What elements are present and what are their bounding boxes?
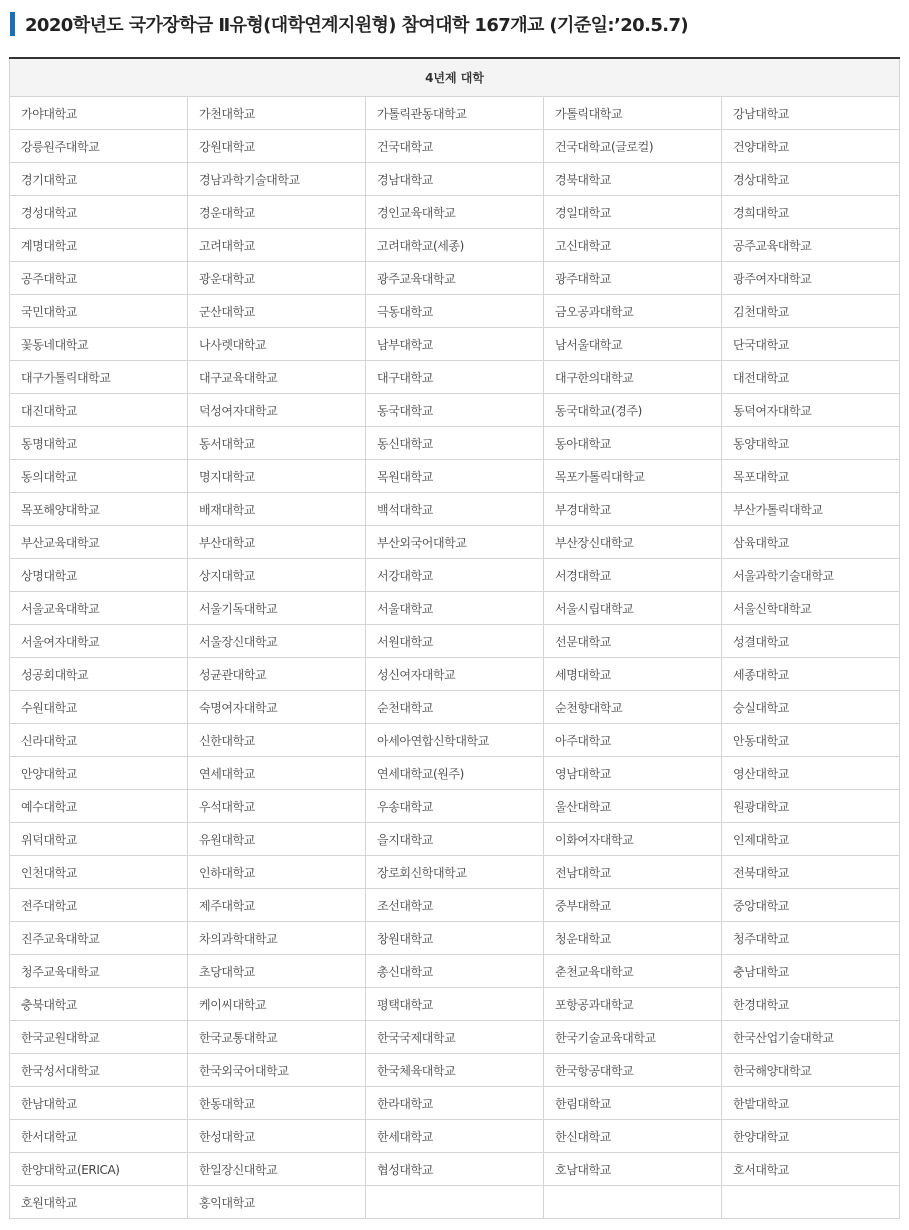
table-header-category: 4년제 대학 bbox=[10, 58, 900, 97]
table-row bbox=[10, 262, 900, 295]
university-cell: 동국대학교(경주) bbox=[544, 394, 722, 427]
university-cell: 성신여자대학교 bbox=[366, 658, 544, 691]
university-cell: 경성대학교 bbox=[10, 196, 188, 229]
table-row bbox=[10, 394, 900, 427]
university-cell: 한국산업기술대학교 bbox=[722, 1021, 900, 1054]
university-cell: 아주대학교 bbox=[544, 724, 722, 757]
university-cell: 서울여자대학교 bbox=[10, 625, 188, 658]
university-cell: 한남대학교 bbox=[10, 1087, 188, 1120]
university-cell: 선문대학교 bbox=[544, 625, 722, 658]
university-cell: 한성대학교 bbox=[188, 1120, 366, 1153]
university-cell: 가야대학교 bbox=[10, 97, 188, 130]
university-cell: 춘천교육대학교 bbox=[544, 955, 722, 988]
university-cell: 가톨릭대학교 bbox=[544, 97, 722, 130]
university-cell: 서울과학기술대학교 bbox=[722, 559, 900, 592]
university-cell: 상지대학교 bbox=[188, 559, 366, 592]
university-cell: 고려대학교 bbox=[188, 229, 366, 262]
university-cell: 한세대학교 bbox=[366, 1120, 544, 1153]
table-row bbox=[10, 361, 900, 394]
table-row bbox=[10, 856, 900, 889]
page-title-block bbox=[10, 11, 688, 37]
university-cell: 부경대학교 bbox=[544, 493, 722, 526]
empty-cell bbox=[722, 1186, 900, 1219]
university-cell: 덕성여자대학교 bbox=[188, 394, 366, 427]
university-cell: 호원대학교 bbox=[10, 1186, 188, 1219]
university-cell: 포항공과대학교 bbox=[544, 988, 722, 1021]
university-cell: 우석대학교 bbox=[188, 790, 366, 823]
university-cell: 한일장신대학교 bbox=[188, 1153, 366, 1186]
table-row bbox=[10, 196, 900, 229]
table-row bbox=[10, 658, 900, 691]
university-cell: 한국기술교육대학교 bbox=[544, 1021, 722, 1054]
university-cell: 대구교육대학교 bbox=[188, 361, 366, 394]
university-cell: 한라대학교 bbox=[366, 1087, 544, 1120]
university-cell: 동신대학교 bbox=[366, 427, 544, 460]
university-cell: 협성대학교 bbox=[366, 1153, 544, 1186]
university-cell: 한림대학교 bbox=[544, 1087, 722, 1120]
university-cell: 남서울대학교 bbox=[544, 328, 722, 361]
university-cell: 초당대학교 bbox=[188, 955, 366, 988]
university-cell: 나사렛대학교 bbox=[188, 328, 366, 361]
university-cell: 공주대학교 bbox=[10, 262, 188, 295]
university-cell: 숭실대학교 bbox=[722, 691, 900, 724]
university-cell: 동의대학교 bbox=[10, 460, 188, 493]
table-row bbox=[10, 889, 900, 922]
table-row bbox=[10, 97, 900, 130]
table-row bbox=[10, 790, 900, 823]
university-cell: 건양대학교 bbox=[722, 130, 900, 163]
university-cell: 예수대학교 bbox=[10, 790, 188, 823]
university-cell: 충남대학교 bbox=[722, 955, 900, 988]
university-cell: 꽃동네대학교 bbox=[10, 328, 188, 361]
university-cell: 동국대학교 bbox=[366, 394, 544, 427]
table-row bbox=[10, 757, 900, 790]
university-cell: 경상대학교 bbox=[722, 163, 900, 196]
university-cell: 목포가톨릭대학교 bbox=[544, 460, 722, 493]
university-cell: 장로회신학대학교 bbox=[366, 856, 544, 889]
table-row bbox=[10, 163, 900, 196]
table-row bbox=[10, 526, 900, 559]
university-cell: 부산장신대학교 bbox=[544, 526, 722, 559]
university-cell: 광주여자대학교 bbox=[722, 262, 900, 295]
university-cell: 청운대학교 bbox=[544, 922, 722, 955]
university-cell: 한국외국어대학교 bbox=[188, 1054, 366, 1087]
university-cell: 동양대학교 bbox=[722, 427, 900, 460]
university-cell: 제주대학교 bbox=[188, 889, 366, 922]
university-cell: 건국대학교 bbox=[366, 130, 544, 163]
table-row bbox=[10, 559, 900, 592]
university-cell: 고려대학교(세종) bbox=[366, 229, 544, 262]
university-cell: 중앙대학교 bbox=[722, 889, 900, 922]
university-cell: 인천대학교 bbox=[10, 856, 188, 889]
university-cell: 명지대학교 bbox=[188, 460, 366, 493]
table-row bbox=[10, 328, 900, 361]
university-cell: 한국항공대학교 bbox=[544, 1054, 722, 1087]
university-cell: 강릉원주대학교 bbox=[10, 130, 188, 163]
university-cell: 세종대학교 bbox=[722, 658, 900, 691]
university-cell: 동서대학교 bbox=[188, 427, 366, 460]
university-cell: 영산대학교 bbox=[722, 757, 900, 790]
university-cell: 경북대학교 bbox=[544, 163, 722, 196]
title-accent-bar bbox=[10, 12, 15, 36]
university-cell: 원광대학교 bbox=[722, 790, 900, 823]
university-cell: 한국국제대학교 bbox=[366, 1021, 544, 1054]
university-cell: 청주교육대학교 bbox=[10, 955, 188, 988]
university-cell: 한국교통대학교 bbox=[188, 1021, 366, 1054]
university-cell: 계명대학교 bbox=[10, 229, 188, 262]
university-cell: 경일대학교 bbox=[544, 196, 722, 229]
university-cell: 목원대학교 bbox=[366, 460, 544, 493]
university-cell: 김천대학교 bbox=[722, 295, 900, 328]
university-cell: 백석대학교 bbox=[366, 493, 544, 526]
table-row bbox=[10, 691, 900, 724]
table-row bbox=[10, 1021, 900, 1054]
university-cell: 청주대학교 bbox=[722, 922, 900, 955]
university-cell: 한경대학교 bbox=[722, 988, 900, 1021]
university-cell: 안동대학교 bbox=[722, 724, 900, 757]
university-cell: 서울시립대학교 bbox=[544, 592, 722, 625]
university-cell: 조선대학교 bbox=[366, 889, 544, 922]
university-cell: 대구한의대학교 bbox=[544, 361, 722, 394]
university-cell: 인제대학교 bbox=[722, 823, 900, 856]
university-cell: 이화여자대학교 bbox=[544, 823, 722, 856]
table-row bbox=[10, 955, 900, 988]
university-cell: 진주교육대학교 bbox=[10, 922, 188, 955]
university-cell: 서원대학교 bbox=[366, 625, 544, 658]
university-cell: 건국대학교(글로컬) bbox=[544, 130, 722, 163]
university-cell: 인하대학교 bbox=[188, 856, 366, 889]
university-cell: 삼육대학교 bbox=[722, 526, 900, 559]
university-cell: 동아대학교 bbox=[544, 427, 722, 460]
university-cell: 서울교육대학교 bbox=[10, 592, 188, 625]
table-row bbox=[10, 229, 900, 262]
page-title: 2020학년도 국가장학금 Ⅱ유형(대학연계지원형) 참여대학 167개교 (기준일:’20.5.7) bbox=[25, 15, 689, 36]
university-cell: 대구가톨릭대학교 bbox=[10, 361, 188, 394]
university-cell: 경희대학교 bbox=[722, 196, 900, 229]
university-cell: 국민대학교 bbox=[10, 295, 188, 328]
table-row bbox=[10, 130, 900, 163]
university-cell: 배재대학교 bbox=[188, 493, 366, 526]
university-cell: 한서대학교 bbox=[10, 1120, 188, 1153]
university-table-wrapper bbox=[9, 57, 899, 1219]
university-cell: 경운대학교 bbox=[188, 196, 366, 229]
university-cell: 서경대학교 bbox=[544, 559, 722, 592]
university-cell: 한밭대학교 bbox=[722, 1087, 900, 1120]
university-cell: 아세아연합신학대학교 bbox=[366, 724, 544, 757]
university-cell: 광주교육대학교 bbox=[366, 262, 544, 295]
university-cell: 목포대학교 bbox=[722, 460, 900, 493]
table-row bbox=[10, 427, 900, 460]
university-cell: 울산대학교 bbox=[544, 790, 722, 823]
university-cell: 호남대학교 bbox=[544, 1153, 722, 1186]
university-cell: 영남대학교 bbox=[544, 757, 722, 790]
university-cell: 광주대학교 bbox=[544, 262, 722, 295]
university-cell: 상명대학교 bbox=[10, 559, 188, 592]
university-cell: 한국성서대학교 bbox=[10, 1054, 188, 1087]
university-table bbox=[9, 57, 900, 1219]
university-cell: 경남과학기술대학교 bbox=[188, 163, 366, 196]
university-cell: 순천향대학교 bbox=[544, 691, 722, 724]
university-cell: 공주교육대학교 bbox=[722, 229, 900, 262]
table-row bbox=[10, 922, 900, 955]
table-row bbox=[10, 988, 900, 1021]
university-cell: 남부대학교 bbox=[366, 328, 544, 361]
university-cell: 한동대학교 bbox=[188, 1087, 366, 1120]
university-cell: 순천대학교 bbox=[366, 691, 544, 724]
university-cell: 한국교원대학교 bbox=[10, 1021, 188, 1054]
university-cell: 유원대학교 bbox=[188, 823, 366, 856]
table-row bbox=[10, 1186, 900, 1219]
university-cell: 우송대학교 bbox=[366, 790, 544, 823]
university-cell: 세명대학교 bbox=[544, 658, 722, 691]
university-cell: 경남대학교 bbox=[366, 163, 544, 196]
university-cell: 전남대학교 bbox=[544, 856, 722, 889]
university-cell: 서울대학교 bbox=[366, 592, 544, 625]
university-cell: 대전대학교 bbox=[722, 361, 900, 394]
university-cell: 한양대학교 bbox=[722, 1120, 900, 1153]
university-cell: 서울기독대학교 bbox=[188, 592, 366, 625]
university-cell: 전북대학교 bbox=[722, 856, 900, 889]
university-cell: 부산대학교 bbox=[188, 526, 366, 559]
university-cell: 부산가톨릭대학교 bbox=[722, 493, 900, 526]
university-cell: 군산대학교 bbox=[188, 295, 366, 328]
table-row bbox=[10, 1153, 900, 1186]
university-cell: 신라대학교 bbox=[10, 724, 188, 757]
university-cell: 단국대학교 bbox=[722, 328, 900, 361]
university-cell: 성공회대학교 bbox=[10, 658, 188, 691]
table-row bbox=[10, 493, 900, 526]
university-cell: 동덕여자대학교 bbox=[722, 394, 900, 427]
table-row bbox=[10, 1120, 900, 1153]
table-row bbox=[10, 823, 900, 856]
university-cell: 가천대학교 bbox=[188, 97, 366, 130]
university-cell: 경기대학교 bbox=[10, 163, 188, 196]
university-cell: 충북대학교 bbox=[10, 988, 188, 1021]
university-table-body bbox=[10, 97, 900, 1219]
university-cell: 호서대학교 bbox=[722, 1153, 900, 1186]
university-cell: 대구대학교 bbox=[366, 361, 544, 394]
university-cell: 창원대학교 bbox=[366, 922, 544, 955]
university-cell: 중부대학교 bbox=[544, 889, 722, 922]
table-row bbox=[10, 1054, 900, 1087]
university-cell: 동명대학교 bbox=[10, 427, 188, 460]
university-cell: 금오공과대학교 bbox=[544, 295, 722, 328]
university-cell: 강원대학교 bbox=[188, 130, 366, 163]
university-cell: 숙명여자대학교 bbox=[188, 691, 366, 724]
university-cell: 연세대학교 bbox=[188, 757, 366, 790]
university-cell: 평택대학교 bbox=[366, 988, 544, 1021]
university-cell: 위덕대학교 bbox=[10, 823, 188, 856]
university-cell: 광운대학교 bbox=[188, 262, 366, 295]
table-row bbox=[10, 295, 900, 328]
university-cell: 가톨릭관동대학교 bbox=[366, 97, 544, 130]
university-cell: 극동대학교 bbox=[366, 295, 544, 328]
empty-cell bbox=[544, 1186, 722, 1219]
university-cell: 서강대학교 bbox=[366, 559, 544, 592]
table-row bbox=[10, 592, 900, 625]
university-cell: 한국해양대학교 bbox=[722, 1054, 900, 1087]
university-cell: 고신대학교 bbox=[544, 229, 722, 262]
university-cell: 목포해양대학교 bbox=[10, 493, 188, 526]
university-cell: 을지대학교 bbox=[366, 823, 544, 856]
university-cell: 전주대학교 bbox=[10, 889, 188, 922]
university-cell: 안양대학교 bbox=[10, 757, 188, 790]
university-cell: 총신대학교 bbox=[366, 955, 544, 988]
university-cell: 부산교육대학교 bbox=[10, 526, 188, 559]
university-cell: 홍익대학교 bbox=[188, 1186, 366, 1219]
table-row bbox=[10, 724, 900, 757]
university-cell: 서울장신대학교 bbox=[188, 625, 366, 658]
university-cell: 신한대학교 bbox=[188, 724, 366, 757]
table-row bbox=[10, 460, 900, 493]
university-cell: 한국체육대학교 bbox=[366, 1054, 544, 1087]
university-cell: 서울신학대학교 bbox=[722, 592, 900, 625]
table-row bbox=[10, 625, 900, 658]
university-cell: 대진대학교 bbox=[10, 394, 188, 427]
university-cell: 케이씨대학교 bbox=[188, 988, 366, 1021]
university-cell: 성균관대학교 bbox=[188, 658, 366, 691]
empty-cell bbox=[366, 1186, 544, 1219]
university-cell: 한양대학교(ERICA) bbox=[10, 1153, 188, 1186]
university-cell: 성결대학교 bbox=[722, 625, 900, 658]
table-header-row bbox=[10, 58, 900, 97]
university-cell: 연세대학교(원주) bbox=[366, 757, 544, 790]
table-row bbox=[10, 1087, 900, 1120]
university-cell: 차의과학대학교 bbox=[188, 922, 366, 955]
university-cell: 강남대학교 bbox=[722, 97, 900, 130]
university-cell: 한신대학교 bbox=[544, 1120, 722, 1153]
university-cell: 경인교육대학교 bbox=[366, 196, 544, 229]
university-cell: 부산외국어대학교 bbox=[366, 526, 544, 559]
university-cell: 수원대학교 bbox=[10, 691, 188, 724]
